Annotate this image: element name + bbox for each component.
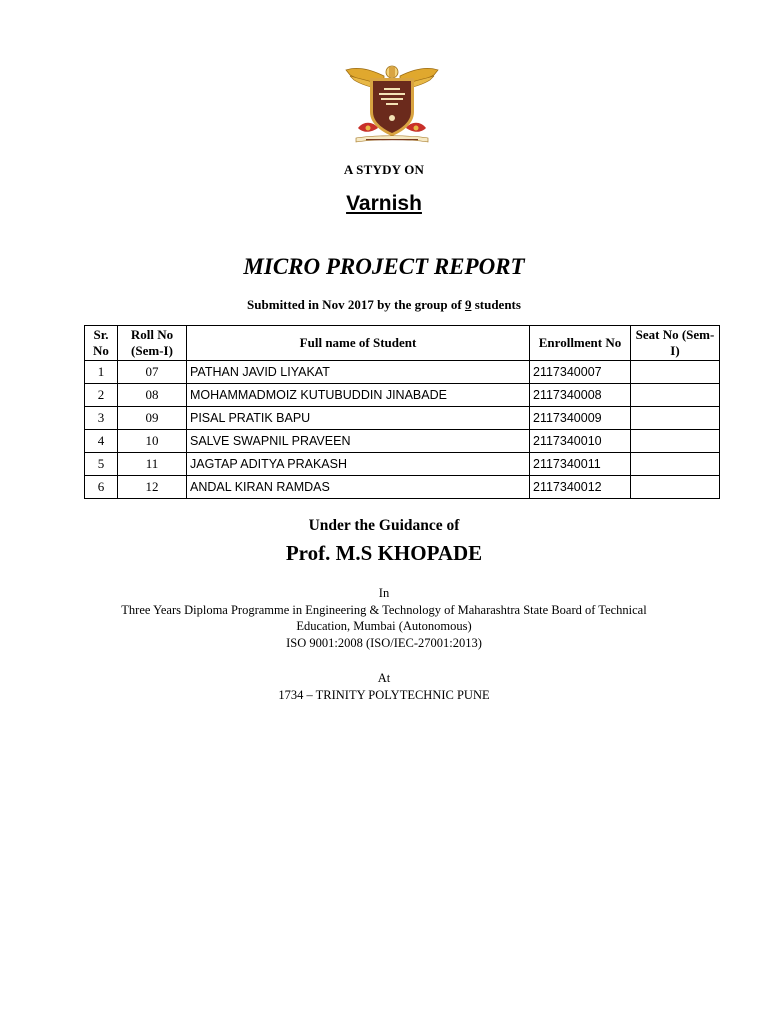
- programme-description: Three Years Diploma Programme in Engineering & Technology of Maharashtra State Board of Technical Education, Mumbai (Autonomous): [121, 603, 647, 633]
- table-header-row: [85, 326, 720, 361]
- cell-enrollment: 2117340008: [530, 384, 631, 407]
- cell-sr: 3: [85, 407, 118, 430]
- cell-sr: 4: [85, 430, 118, 453]
- submission-suffix: students: [471, 297, 521, 312]
- college-crest-logo: [344, 62, 440, 148]
- cell-sr: 6: [85, 476, 118, 499]
- cell-roll: 07: [118, 361, 187, 384]
- report-title: MICRO PROJECT REPORT: [243, 254, 525, 279]
- guidance-label: Under the Guidance of: [308, 517, 460, 534]
- cell-seat: [631, 453, 720, 476]
- cell-name: JAGTAP ADITYA PRAKASH: [187, 453, 530, 476]
- cell-enrollment: 2117340010: [530, 430, 631, 453]
- cell-roll: 09: [118, 407, 187, 430]
- table-row: [85, 476, 720, 499]
- cell-seat: [631, 407, 720, 430]
- table-row: [85, 407, 720, 430]
- at-label: At: [377, 671, 391, 685]
- cell-roll: 08: [118, 384, 187, 407]
- cell-enrollment: 2117340012: [530, 476, 631, 499]
- cell-name: PISAL PRATIK BAPU: [187, 407, 530, 430]
- cell-seat: [631, 476, 720, 499]
- cell-name: PATHAN JAVID LIYAKAT: [187, 361, 530, 384]
- institute-name: 1734 – TRINITY POLYTECHNIC PUNE: [278, 688, 490, 702]
- cell-seat: [631, 361, 720, 384]
- cell-seat: [631, 430, 720, 453]
- cell-sr: 1: [85, 361, 118, 384]
- in-label: In: [378, 586, 390, 600]
- guide-name: Prof. M.S KHOPADE: [285, 541, 483, 565]
- col-header-roll: Roll No (Sem-I): [118, 326, 187, 361]
- cell-sr: 5: [85, 453, 118, 476]
- col-header-sr: Sr. No: [85, 326, 118, 361]
- project-topic: Varnish: [346, 192, 422, 215]
- cell-name: ANDAL KIRAN RAMDAS: [187, 476, 530, 499]
- cell-name: SALVE SWAPNIL PRAVEEN: [187, 430, 530, 453]
- table-row: [85, 453, 720, 476]
- cell-enrollment: 2117340009: [530, 407, 631, 430]
- col-header-name: Full name of Student: [187, 326, 530, 361]
- col-header-seat: Seat No (Sem-I): [631, 326, 720, 361]
- cell-roll: 10: [118, 430, 187, 453]
- cell-name: MOHAMMADMOIZ KUTUBUDDIN JINABADE: [187, 384, 530, 407]
- student-table: [84, 325, 720, 499]
- cell-seat: [631, 384, 720, 407]
- col-header-enrollment: Enrollment No: [530, 326, 631, 361]
- iso-certification: ISO 9001:2008 (ISO/IEC-27001:2013): [286, 636, 482, 650]
- table-row: [85, 361, 720, 384]
- table-row: [85, 384, 720, 407]
- cell-enrollment: 2117340011: [530, 453, 631, 476]
- cell-sr: 2: [85, 384, 118, 407]
- group-count: 9: [464, 297, 472, 312]
- submission-line: [0, 297, 768, 313]
- cell-roll: 11: [118, 453, 187, 476]
- study-label: A STYDY ON: [343, 162, 425, 177]
- table-row: [85, 430, 720, 453]
- cell-roll: 12: [118, 476, 187, 499]
- cell-enrollment: 2117340007: [530, 361, 631, 384]
- submission-prefix: Submitted in Nov 2017 by the group of: [247, 297, 465, 312]
